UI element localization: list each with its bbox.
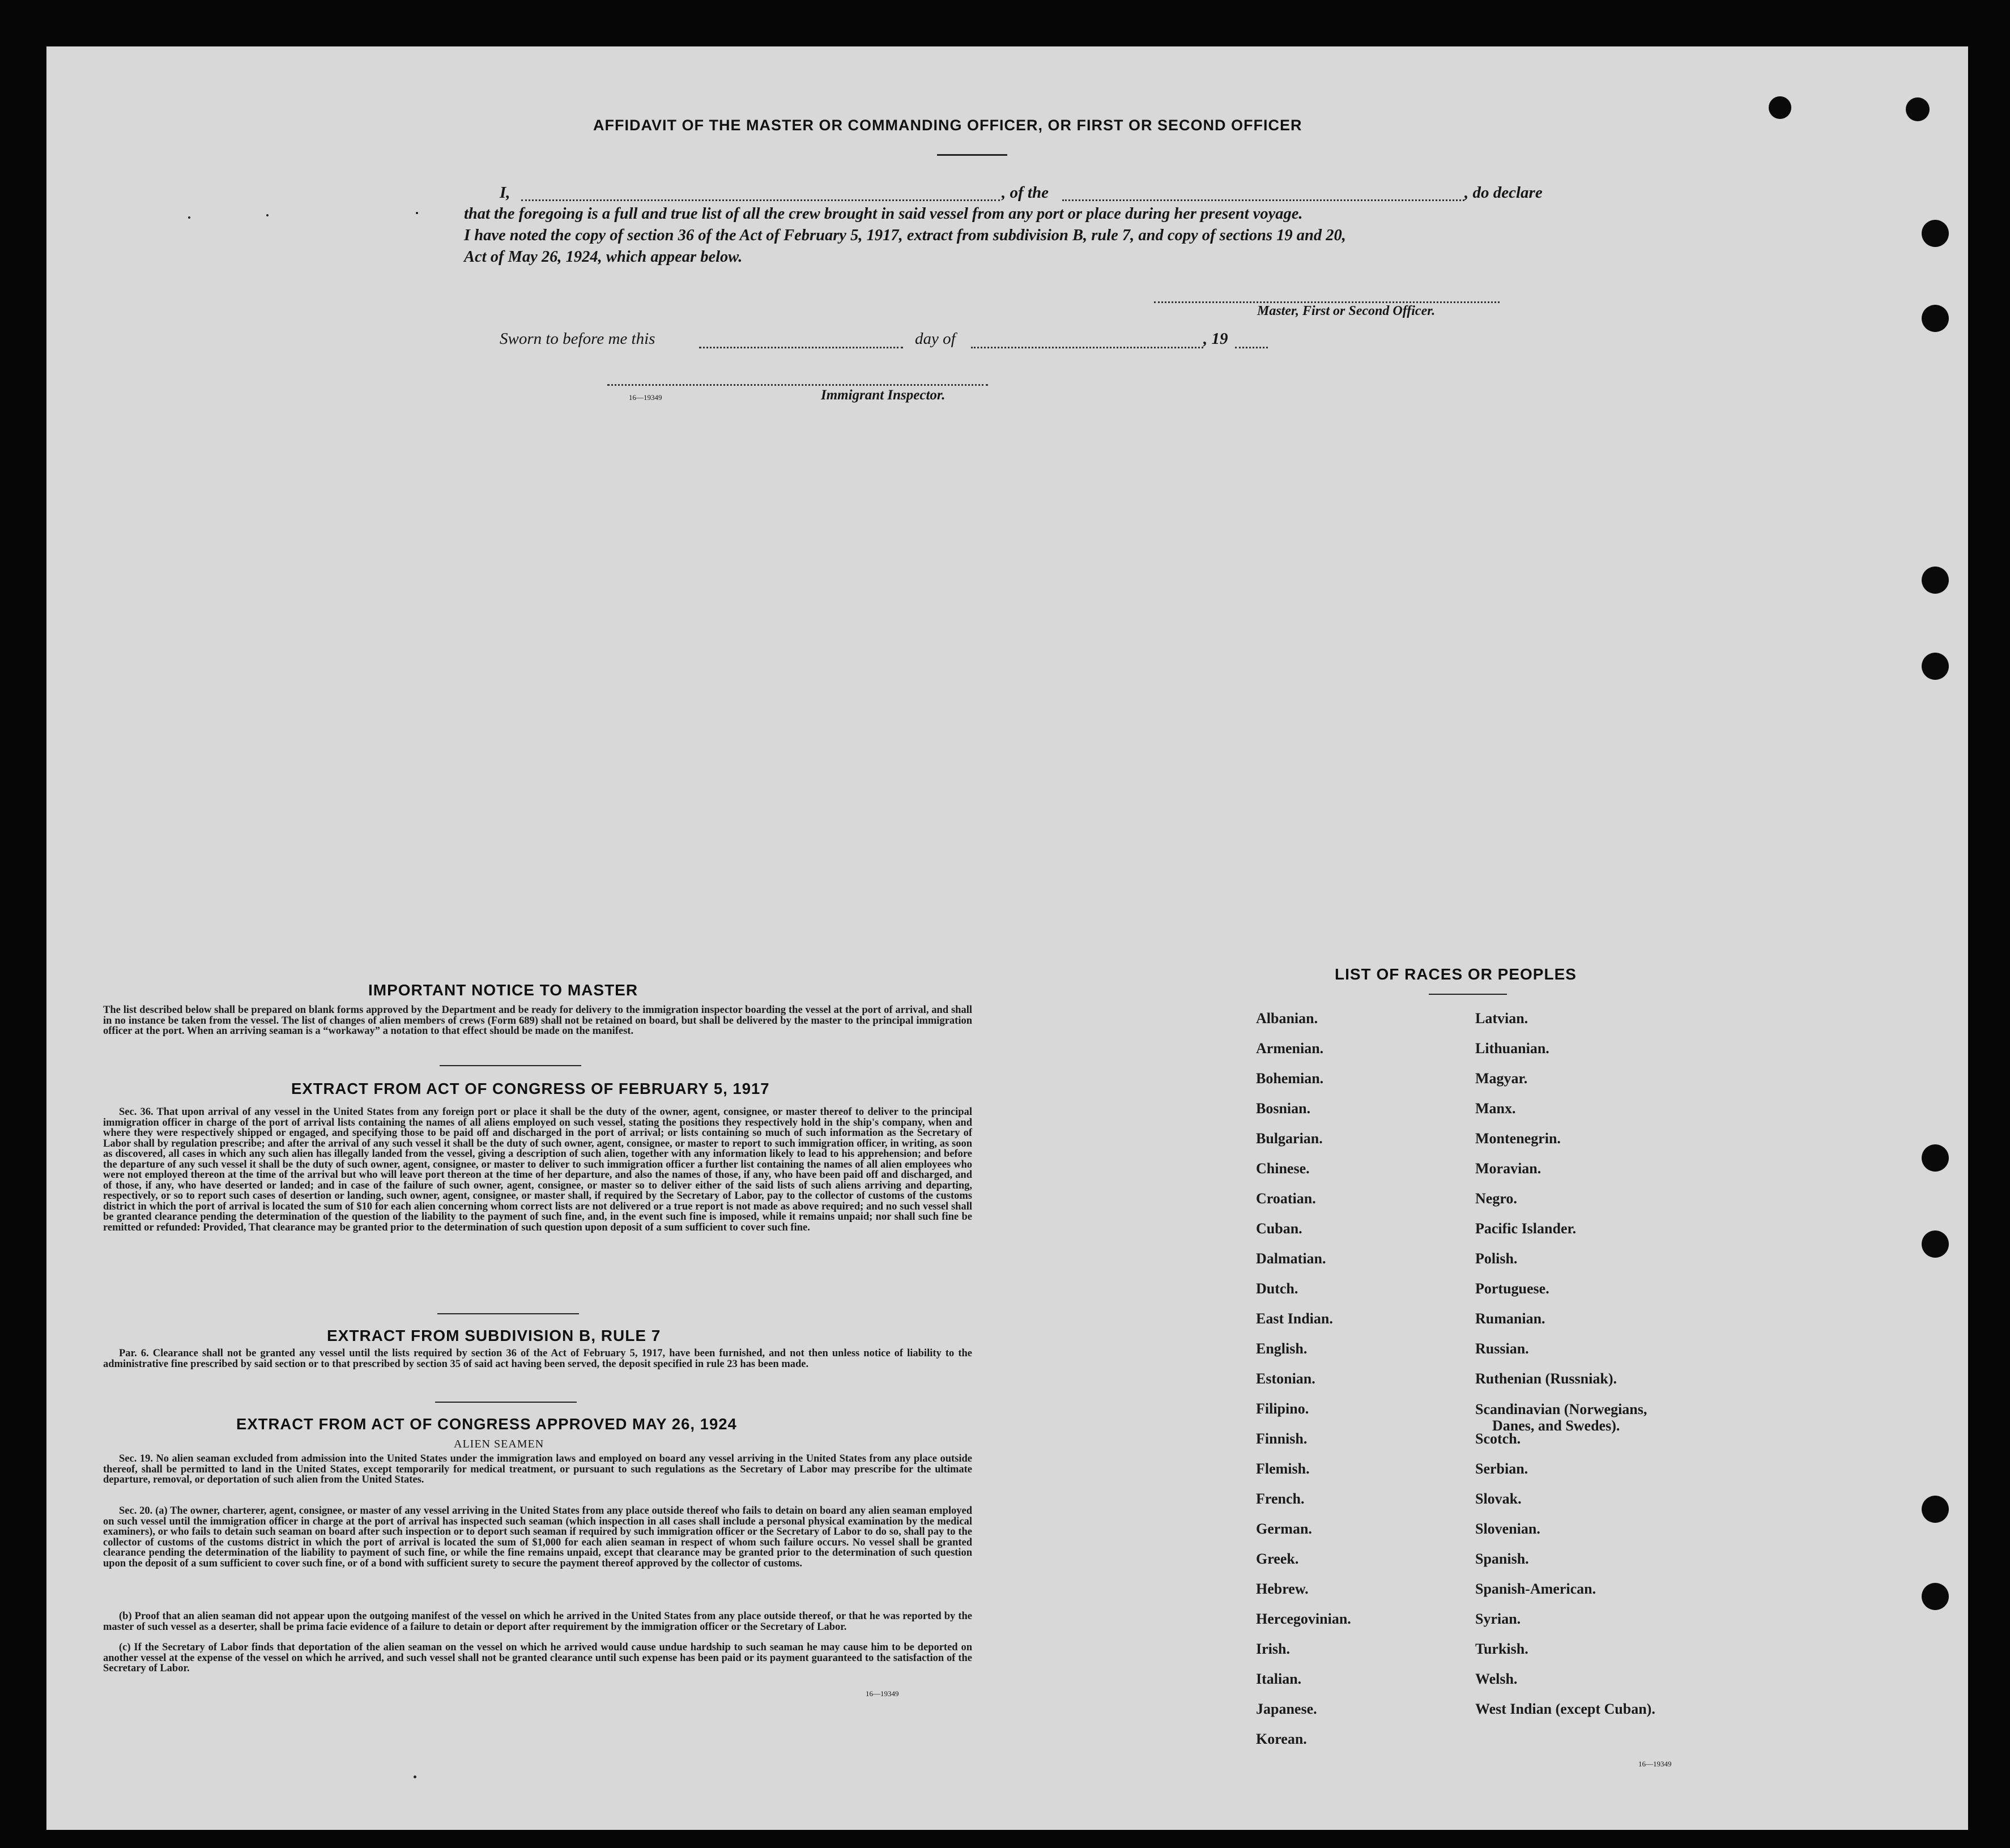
- subdivision-b-title: EXTRACT FROM SUBDIVISION B, RULE 7: [327, 1327, 661, 1344]
- race-item: Dalmatian.: [1256, 1250, 1326, 1267]
- race-item: Hebrew.: [1256, 1581, 1309, 1597]
- subdivision-b-text: Par. 6. Clearance shall not be granted any vessel until the lists required by section 36 of the Act of February 5, 1917, have been furnished, and not then unless notice of liability to the administrative fine prescribed by said section or to that prescribed by section 35 of said act having been served, the deposit specified in rule 23 has been made.: [103, 1348, 972, 1370]
- race-item: Korean.: [1256, 1731, 1307, 1747]
- race-item: Spanish.: [1475, 1551, 1529, 1567]
- day-of-text: day of: [915, 330, 956, 348]
- race-item: Scandinavian (Norwegians,: [1475, 1401, 1647, 1417]
- affidavit-title: AFFIDAVIT OF THE MASTER OR COMMANDING OFFICER, OR FIRST OR SECOND OFFICER: [593, 117, 1302, 134]
- notice-text: The list described below shall be prepared on blank forms approved by the Department and be ready for delivery to the immigration inspector boarding the vessel at the port of arrival, and shall in no instance be taken from the vessel. The list of changes of alien members of crews (Form 689) shall not be retained on board, but shall be delivered by the master to the principal immigration officer at the port. When an arriving seaman is a “workaway” a notation to that effect should be made on the manifest.: [103, 1004, 972, 1037]
- affidavit-line4: Act of May 26, 1924, which appear below.: [464, 248, 743, 266]
- race-item: Flemish.: [1256, 1460, 1310, 1477]
- sworn-month-field[interactable]: [971, 347, 1203, 348]
- race-item: Dutch.: [1256, 1280, 1298, 1297]
- punch-hole: [1922, 653, 1949, 680]
- divider: [1429, 994, 1507, 995]
- punch-hole: [1922, 1583, 1949, 1610]
- punch-hole: [1922, 1496, 1949, 1523]
- race-item: Scotch.: [1475, 1430, 1521, 1447]
- affidavit-line2: that the foregoing is a full and true list of all the crew brought in said vessel from any port or place during her present voyage.: [464, 205, 1303, 223]
- speck: [266, 214, 269, 216]
- affidavit-line3: I have noted the copy of section 36 of the Act of February 5, 1917, extract from subdivision B, rule 7, and copy of sections 19 and 20,: [464, 227, 1346, 244]
- race-item: Magyar.: [1475, 1070, 1528, 1087]
- punch-hole: [1922, 220, 1949, 247]
- form-number: 16—19349: [866, 1689, 899, 1698]
- race-item: Greek.: [1256, 1551, 1299, 1567]
- punch-hole: [1769, 96, 1791, 119]
- notice-title: IMPORTANT NOTICE TO MASTER: [368, 981, 638, 999]
- race-item: Pacific Islander.: [1475, 1220, 1577, 1237]
- punch-hole: [1906, 97, 1930, 121]
- document-sheet: [46, 46, 1968, 1830]
- race-item: Welsh.: [1475, 1671, 1518, 1687]
- race-item: Slovak.: [1475, 1491, 1522, 1507]
- race-item: Russian.: [1475, 1340, 1529, 1357]
- sec-19-text: Sec. 19. No alien seaman excluded from admission into the United States under the immigration laws and employed on board any vessel arriving in the United States from any place outside thereof, shall be permitted to land in the United States, except temporarily for medical treatment, or pursuant to such regulations as the Secretary of Labor may prescribe for the ultimate departure, removal, or deportation of such alien from the United States.: [103, 1453, 972, 1485]
- sec-20b-text: (b) Proof that an alien seaman did not appear upon the outgoing manifest of the vessel on which he arrived in the United States from any place outside thereof, or that he was reported by the master of such vessel as a deserter, shall be prima facie evidence of a failure to detain or deport after requirement by the immigration officer or the Secretary of Labor.: [103, 1611, 972, 1633]
- sec-20c-text: (c) If the Secretary of Labor finds that deportation of the alien seaman on the vessel on which he arrived would cause undue hardship to such seaman he may cause him to be deported on another vessel at the expense of the vessel on which he arrived, and such vessel shall not be granted clearance until such expense has been paid or its payment guaranteed to the satisfaction of the Secretary of Labor.: [103, 1642, 972, 1674]
- race-item: Negro.: [1475, 1190, 1517, 1207]
- affidavit-of-the: , of the: [1002, 184, 1049, 202]
- extract-1924-title: EXTRACT FROM ACT OF CONGRESS APPROVED MAY 26, 1924: [236, 1415, 737, 1433]
- divider: [937, 154, 1007, 156]
- race-item: Estonian.: [1256, 1370, 1315, 1387]
- race-item: Danes, and Swedes).: [1492, 1417, 1620, 1434]
- race-item: Cuban.: [1256, 1220, 1302, 1237]
- race-item: Serbian.: [1475, 1460, 1528, 1477]
- punch-hole: [1922, 567, 1949, 594]
- race-item: Bosnian.: [1256, 1100, 1311, 1117]
- form-number: 16—19349: [629, 393, 662, 402]
- race-item: Moravian.: [1475, 1160, 1541, 1177]
- race-item: Japanese.: [1256, 1701, 1317, 1717]
- race-item: Albanian.: [1256, 1010, 1318, 1027]
- race-item: Filipino.: [1256, 1400, 1309, 1417]
- race-item: West Indian (except Cuban).: [1475, 1701, 1655, 1717]
- punch-hole: [1922, 1144, 1949, 1172]
- race-item: French.: [1256, 1491, 1305, 1507]
- sworn-day-field[interactable]: [699, 347, 903, 348]
- race-item: Finnish.: [1256, 1430, 1308, 1447]
- race-item: Ruthenian (Russniak).: [1475, 1370, 1617, 1387]
- vessel-field[interactable]: [1062, 199, 1464, 201]
- extract-1917-text: Sec. 36. That upon arrival of any vessel in the United States from any foreign port or place it shall be the duty of the owner, agent, consignee, or master thereof to deliver to the principal immigration officer in charge of the port of arrival lists containing the names of all aliens employed on such vessel, stating the positions they respectively hold in the ship's company, when and where they were respectively shipped or engaged, and specifying those to be paid off and discharged in the port of arrival; or lists containing so much of such information as the Secretary of Labor shall by regulation prescribe; and after the arrival of any such vessel it shall be the duty of such owner, agent, consignee, or master to report to such immigration officer, in writing, as soon as discovered, all cases in which any such alien has illegally landed from the vessel, giving a description of such alien, together with any information likely to lead to his apprehension; and before the departure of any such vessel it shall be the duty of such owner, agent, consignee, or master to deliver to such immigration officer a further list containing the names of all alien employees who were not employed thereon at the time of the arrival but who will leave port thereon at the time of her departure, and also the names of those, if any, who have been paid off and discharged, and of those, if any, who have deserted or landed; and in case of the failure of such owner, agent, consignee, or master so to deliver either of the said lists of such aliens arriving and departing, respectively, or so to report such cases of desertion or landing, such owner, agent, consignee, or master shall, if required by the Secretary of Labor, pay to the collector of customs of the customs district in which the port of arrival is located the sum of $10 for each alien concerning whom correct lists are not delivered or a true report is not made as above required; and no such vessel shall be granted clearance pending the determination of the question of the liability to the payment of such fine, and, in the event such fine is imposed, while it remains unpaid; nor shall such fine be remitted or refunded: Provided, That clearance may be granted prior to the determination of such question upon deposit of a sum sufficient to cover such fine.: [103, 1106, 972, 1233]
- race-item: East Indian.: [1256, 1310, 1333, 1327]
- speck: [414, 1775, 416, 1778]
- race-item: Latvian.: [1475, 1010, 1528, 1027]
- form-number: 16—19349: [1638, 1760, 1672, 1768]
- race-item: Armenian.: [1256, 1040, 1324, 1057]
- punch-hole: [1922, 1230, 1949, 1258]
- race-item: Manx.: [1475, 1100, 1516, 1117]
- race-item: Croatian.: [1256, 1190, 1316, 1207]
- speck: [188, 216, 190, 219]
- race-item: Irish.: [1256, 1641, 1290, 1657]
- race-item: Lithuanian.: [1475, 1040, 1549, 1057]
- race-item: Chinese.: [1256, 1160, 1310, 1177]
- sworn-year-field[interactable]: [1235, 347, 1268, 348]
- race-item: Turkish.: [1475, 1641, 1528, 1657]
- inspector-signature-field[interactable]: [607, 384, 988, 386]
- race-item: Spanish-American.: [1475, 1581, 1596, 1597]
- divider: [435, 1402, 577, 1403]
- sec-20a-text: Sec. 20. (a) The owner, charterer, agent, consignee, or master of any vessel arriving in the United States from any place outside thereof who fails to detain on board any alien seaman employed on such vessel until the immigration officer in charge at the port of arrival has inspected such seaman (which inspection in all cases shall include a personal physical examination by the medical examiners), or who fails to detain such seaman on board after such inspection or to deport such seaman if required by such immigration officer or the Secretary of Labor to do so, shall pay to the collector of customs of the customs district in which the port of arrival is located the sum of $1,000 for each alien seaman in respect of whom such failure occurs. No vessel shall be granted clearance pending the determination of the liability to payment of such fine, or while the fine remains unpaid, except that clearance may be granted prior to the determination of such question upon the deposit of a sum sufficient to cover such fine, or of a bond with sufficient surety to secure the payment thereof approved by the collector of customs.: [103, 1505, 972, 1569]
- year-text: , 19: [1203, 330, 1228, 348]
- races-title: LIST OF RACES OR PEOPLES: [1335, 965, 1577, 983]
- race-item: Hercegovinian.: [1256, 1611, 1351, 1627]
- race-item: Slovenian.: [1475, 1521, 1540, 1537]
- name-field[interactable]: [521, 199, 1000, 201]
- extract-1917-title: EXTRACT FROM ACT OF CONGRESS OF FEBRUARY 5, 1917: [291, 1080, 770, 1097]
- race-item: English.: [1256, 1340, 1308, 1357]
- affidavit-i: I,: [500, 184, 510, 202]
- speck: [416, 212, 418, 214]
- divider: [437, 1313, 579, 1314]
- race-item: Syrian.: [1475, 1611, 1521, 1627]
- race-item: Montenegrin.: [1475, 1130, 1561, 1147]
- race-item: German.: [1256, 1521, 1312, 1537]
- affidavit-do-declare: , do declare: [1464, 184, 1543, 202]
- race-item: Italian.: [1256, 1671, 1302, 1687]
- race-item: Polish.: [1475, 1250, 1518, 1267]
- sworn-text: Sworn to before me this: [500, 330, 655, 348]
- race-item: Bulgarian.: [1256, 1130, 1323, 1147]
- master-signature-field[interactable]: [1154, 301, 1500, 303]
- master-label: Master, First or Second Officer.: [1257, 304, 1436, 318]
- alien-seamen-subtitle: ALIEN SEAMEN: [454, 1438, 544, 1450]
- inspector-label: Immigrant Inspector.: [821, 388, 946, 403]
- divider: [440, 1065, 581, 1066]
- race-item: Portuguese.: [1475, 1280, 1549, 1297]
- punch-hole: [1922, 305, 1949, 332]
- race-item: Bohemian.: [1256, 1070, 1324, 1087]
- race-item: Rumanian.: [1475, 1310, 1545, 1327]
